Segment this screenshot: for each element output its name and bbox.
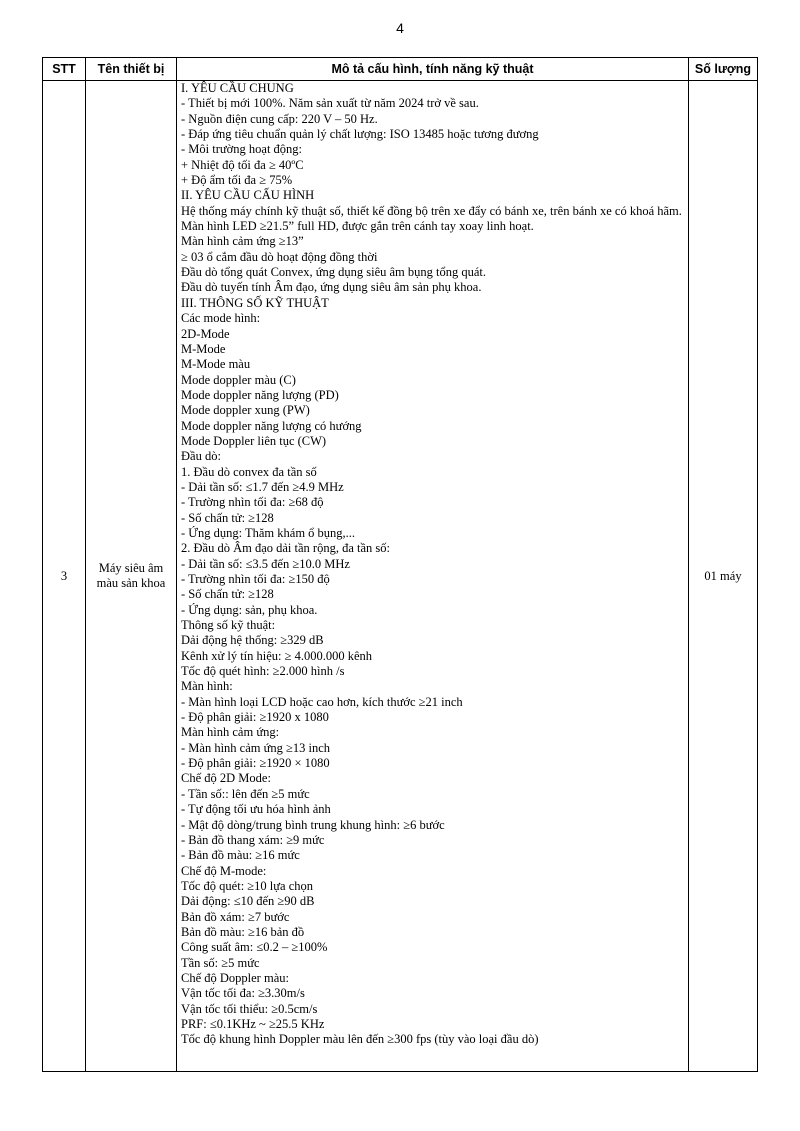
spec-line: Mode doppler năng lượng có hướng: [181, 418, 362, 433]
spec-line: - Màn hình loại LCD hoặc cao hơn, kích thước ≥21 inch: [181, 694, 463, 709]
spec-line: Chế độ Doppler màu:: [181, 970, 289, 985]
spec-line: - Dải tần số: ≤3.5 đến ≥10.0 MHz: [181, 556, 350, 571]
spec-line: - Thiết bị mới 100%. Năm sản xuất từ năm 2024 trở về sau.: [181, 96, 479, 111]
spec-line: Bản đồ xám: ≥7 bước: [181, 909, 290, 924]
spec-line: I. YÊU CẦU CHUNG: [181, 81, 294, 95]
spec-line: - Dải tần số: ≤1.7 đến ≥4.9 MHz: [181, 479, 344, 494]
spec-line: + Độ ẩm tối đa ≥ 75%: [181, 173, 293, 188]
spec-line: Hệ thống máy chính kỹ thuật số, thiết kế đồng bộ trên xe đẩy có bánh xe, trên bánh xe có khoá hãm.: [181, 203, 682, 218]
spec-line: Chế độ M-mode:: [181, 863, 267, 878]
row-spec-description: [177, 81, 689, 1072]
spec-line: - Ứng dụng: sản, phụ khoa.: [181, 602, 318, 617]
spec-line: Vận tốc tối đa: ≥3.30m/s: [181, 986, 305, 1001]
spec-line: - Bản đồ màu: ≥16 mức: [181, 848, 300, 863]
spec-line: Các mode hình:: [181, 311, 261, 326]
spec-line: Chế độ 2D Mode:: [181, 771, 271, 786]
spec-line: Màn hình cảm ứng:: [181, 725, 280, 740]
spec-line: - Số chấn tử: ≥128: [181, 587, 274, 602]
spec-line: - Ứng dụng: Thăm khám ổ bụng,...: [181, 525, 356, 540]
spec-line: Đầu dò tổng quát Convex, ứng dụng siêu âm bụng tổng quát.: [181, 265, 487, 280]
spec-line: - Tự động tối ưu hóa hình ảnh: [181, 802, 331, 817]
spec-line: - Môi trường hoạt động:: [181, 142, 303, 157]
spec-line: Mode Doppler liên tục (CW): [181, 433, 327, 448]
spec-line: - Nguồn điện cung cấp: 220 V – 50 Hz.: [181, 111, 378, 126]
spec-line: - Số chấn tử: ≥128: [181, 510, 274, 525]
spec-line: Tần số: ≥5 mức: [181, 955, 260, 970]
spec-line: Màn hình cảm ứng ≥13”: [181, 234, 304, 249]
spec-line: - Trường nhìn tối đa: ≥150 độ: [181, 572, 330, 586]
spec-line: ≥ 03 ổ cắm đầu dò hoạt động đồng thời: [181, 249, 378, 264]
equipment-spec-table: [42, 57, 758, 1072]
spec-line: - Độ phân giải: ≥1920 × 1080: [181, 756, 330, 771]
spec-line: Dải động: ≤10 đến ≥90 dB: [181, 894, 315, 909]
spec-line: - Đáp ứng tiêu chuẩn quản lý chất lượng: ISO 13485 hoặc tương đương: [181, 127, 539, 142]
header-quantity: Số lượng: [689, 58, 758, 81]
spec-line: Công suất âm: ≤0.2 – ≥100%: [181, 940, 328, 955]
spec-line: Kênh xử lý tín hiệu: ≥ 4.000.000 kênh: [181, 648, 373, 663]
spec-line: 2. Đầu dò Âm đạo dải tần rộng, đa tần số:: [181, 541, 390, 556]
spec-line: 1. Đầu dò convex đa tần số: [181, 464, 317, 479]
spec-line: Tốc độ quét hình: ≥2.000 hình /s: [181, 664, 345, 679]
spec-line: - Độ phân giải: ≥1920 x 1080: [181, 710, 329, 725]
spec-line: Màn hình:: [181, 679, 233, 694]
page-number: 4: [396, 20, 404, 36]
spec-line: III. THÔNG SỐ KỸ THUẬT: [181, 295, 329, 310]
spec-line: - Tần số:: lên đến ≥5 mức: [181, 786, 310, 801]
header-device-name: Tên thiết bị: [86, 58, 177, 81]
row-stt: 3: [43, 81, 86, 1072]
row-device-name: Máy siêu âm màu sản khoa: [86, 81, 177, 1072]
spec-line: Thông số kỹ thuật:: [181, 618, 276, 633]
spec-line: + Nhiệt độ tối đa ≥ 40ºC: [181, 157, 304, 172]
spec-line: Mode doppler năng lượng (PD): [181, 387, 339, 402]
spec-line: II. YÊU CẦU CẤU HÌNH: [181, 188, 315, 203]
spec-line: Đầu dò:: [181, 449, 221, 464]
spec-line: Tốc độ khung hình Doppler màu lên đến ≥300 fps (tùy vào loại đầu dò): [181, 1032, 539, 1047]
spec-line: Đầu dò tuyến tính Âm đạo, ứng dụng siêu âm sản phụ khoa.: [181, 280, 482, 295]
spec-line: Mode doppler xung (PW): [181, 403, 310, 418]
spec-line: Dải động hệ thống: ≥329 dB: [181, 633, 324, 648]
spec-line: 2D-Mode: [181, 326, 230, 341]
spec-line: M-Mode màu: [181, 357, 251, 372]
spec-line: Vận tốc tối thiểu: ≥0.5cm/s: [181, 1001, 318, 1016]
header-stt: STT: [43, 58, 86, 81]
spec-line: PRF: ≤0.1KHz ~ ≥25.5 KHz: [181, 1016, 325, 1031]
spec-line: - Trường nhìn tối đa: ≥68 độ: [181, 495, 324, 510]
spec-line: Bản đồ màu: ≥16 bản đồ: [181, 924, 305, 939]
spec-line: Màn hình LED ≥21.5” full HD, được gắn trên cánh tay xoay linh hoạt.: [181, 219, 534, 234]
row-quantity: 01 máy: [689, 81, 758, 1072]
spec-line: - Bản đồ thang xám: ≥9 mức: [181, 832, 325, 847]
spec-line: - Màn hình cảm ứng ≥13 inch: [181, 740, 331, 755]
header-spec-description: Mô tả cấu hình, tính năng kỹ thuật: [177, 58, 689, 81]
table-row: [43, 81, 758, 1072]
spec-line: - Mật độ dòng/trung bình trung khung hình: ≥6 bước: [181, 817, 445, 832]
spec-line: M-Mode: [181, 341, 226, 356]
spec-line: Tốc độ quét: ≥10 lựa chọn: [181, 878, 314, 893]
table-header-row: [43, 58, 758, 81]
spec-line: Mode doppler màu (C): [181, 372, 296, 387]
